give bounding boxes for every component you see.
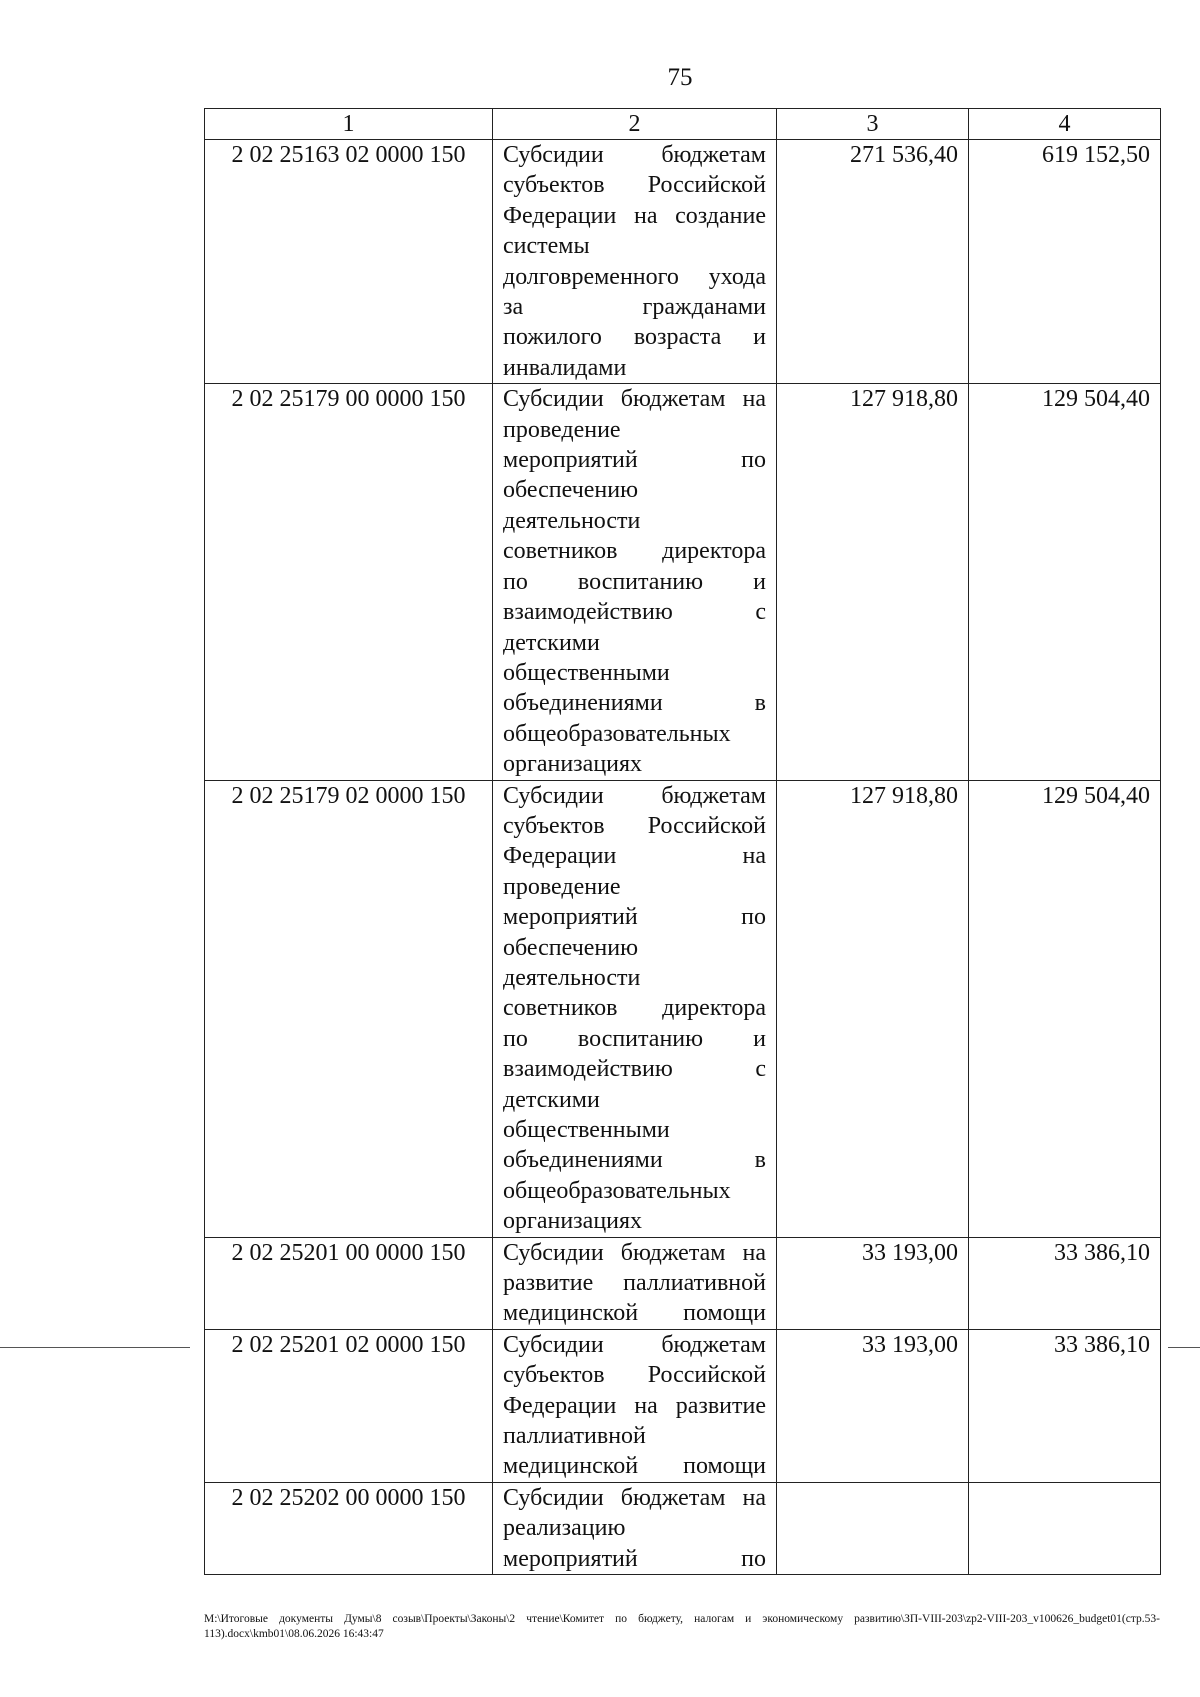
column-header-1: 1 xyxy=(205,109,493,140)
income-name-line: пожилого возраста и xyxy=(503,324,766,351)
income-name-line: организациях xyxy=(503,1208,643,1235)
table-row xyxy=(205,384,1161,780)
income-name-line: субъектов Российской xyxy=(503,172,766,199)
income-name-line: по воспитанию и xyxy=(503,1025,766,1052)
income-name-line: Федерации на развитие xyxy=(503,1392,766,1419)
table-row xyxy=(205,1329,1161,1482)
income-name-line: субъектов Российской xyxy=(503,812,766,839)
income-name-line: советников директора xyxy=(503,995,766,1022)
amount-col4-cell: 33 386,10 xyxy=(969,1329,1161,1482)
income-name-line: обеспечению xyxy=(503,934,639,961)
income-name-line: общеобразовательных xyxy=(503,1177,731,1204)
income-name-line: проведение xyxy=(503,873,621,900)
income-name-cell xyxy=(493,1482,777,1574)
amount-col3-cell: 127 918,80 xyxy=(777,384,969,780)
income-name-line: развитие паллиативной xyxy=(503,1270,766,1297)
income-name-line: Субсидии бюджетам xyxy=(503,142,766,168)
column-header-4: 4 xyxy=(969,109,1161,140)
income-name-line: Субсидии бюджетам на xyxy=(503,1484,766,1511)
income-name-line: деятельности xyxy=(503,964,641,991)
budget-code-cell: 2 02 25202 00 0000 150 xyxy=(205,1482,493,1574)
income-name-line: детскими xyxy=(503,629,600,656)
income-name-line: обеспечению xyxy=(503,477,639,504)
document-footer-path: M:\Итоговые документы Думы\8 созыв\Проекты\Законы\2 чтение\Комитет по бюджету, налогам и экономическому развитию\ЗП-VIII-203\zp2-VIII-203_v100626_budget01(стр.53-113).docx\kmb01\08.06.2026 16:43:47 xyxy=(204,1613,1160,1640)
income-name-line: общественными xyxy=(503,659,670,686)
column-header-3: 3 xyxy=(777,109,969,140)
budget-code-cell: 2 02 25179 00 0000 150 xyxy=(205,384,493,780)
budget-table xyxy=(204,108,1161,1575)
amount-col4-cell: 619 152,50 xyxy=(969,140,1161,384)
scan-artifact-line-left xyxy=(0,1347,190,1348)
income-name-line: долговременного ухода xyxy=(503,263,766,290)
income-name-cell xyxy=(493,140,777,384)
amount-col3-cell: 33 193,00 xyxy=(777,1329,969,1482)
income-name-line: детскими xyxy=(503,1086,600,1113)
income-name-line: мероприятий по xyxy=(503,447,766,474)
income-name-line: по воспитанию и xyxy=(503,568,766,595)
income-name-line: проведение xyxy=(503,416,621,443)
table-row xyxy=(205,1237,1161,1329)
amount-col4-cell: 129 504,40 xyxy=(969,384,1161,780)
income-name-line: мероприятий по xyxy=(503,1545,766,1572)
income-name-line: объединениями в xyxy=(503,1147,766,1174)
income-name-line: советников директора xyxy=(503,538,766,565)
income-name-line: Субсидии бюджетам на xyxy=(503,1239,766,1266)
income-name-line: организациях xyxy=(503,751,643,778)
budget-code-cell: 2 02 25179 02 0000 150 xyxy=(205,780,493,1237)
table-row xyxy=(205,780,1161,1237)
amount-col3-cell: 127 918,80 xyxy=(777,780,969,1237)
amount-col4-cell: 33 386,10 xyxy=(969,1237,1161,1329)
column-header-2: 2 xyxy=(493,109,777,140)
income-name-cell xyxy=(493,384,777,780)
income-name-line: Субсидии бюджетам xyxy=(503,782,766,809)
scan-artifact-line-right xyxy=(1168,1347,1200,1348)
amount-col4-cell xyxy=(969,1482,1161,1574)
budget-code-cell: 2 02 25163 02 0000 150 xyxy=(205,140,493,384)
amount-col3-cell: 33 193,00 xyxy=(777,1237,969,1329)
income-name-line: объединениями в xyxy=(503,690,766,717)
income-name-line: взаимодействию с xyxy=(503,599,766,626)
income-name-line: деятельности xyxy=(503,507,641,534)
income-name-cell xyxy=(493,780,777,1237)
income-name-line: общественными xyxy=(503,1117,670,1143)
income-name-line: субъектов Российской xyxy=(503,1362,766,1389)
page-number: 75 xyxy=(667,64,693,91)
income-name-line: системы xyxy=(503,233,590,260)
amount-col3-cell xyxy=(777,1482,969,1574)
table-row xyxy=(205,140,1161,384)
budget-code-cell: 2 02 25201 02 0000 150 xyxy=(205,1329,493,1482)
income-name-line: реализацию xyxy=(503,1515,626,1542)
income-name-cell xyxy=(493,1329,777,1482)
income-name-line: общеобразовательных xyxy=(503,720,731,747)
budget-code-cell: 2 02 25201 00 0000 150 xyxy=(205,1237,493,1329)
amount-col4-cell: 129 504,40 xyxy=(969,780,1161,1237)
income-name-line: мероприятий по xyxy=(503,904,766,931)
income-name-line: Федерации на создание xyxy=(503,202,766,229)
income-name-line: Федерации на xyxy=(503,843,766,870)
income-name-line: медицинской помощи xyxy=(503,1453,766,1480)
income-name-line: за гражданами xyxy=(503,294,766,321)
income-name-line: взаимодействию с xyxy=(503,1056,766,1083)
income-name-line: Субсидии бюджетам на xyxy=(503,386,766,413)
income-name-line: инвалидами xyxy=(503,354,627,381)
income-name-line: паллиативной xyxy=(503,1423,646,1450)
amount-col3-cell: 271 536,40 xyxy=(777,140,969,384)
header-row xyxy=(205,109,1161,140)
income-name-line: Субсидии бюджетам xyxy=(503,1331,766,1358)
income-name-cell xyxy=(493,1237,777,1329)
table-row xyxy=(205,1482,1161,1574)
income-name-line: медицинской помощи xyxy=(503,1300,766,1327)
